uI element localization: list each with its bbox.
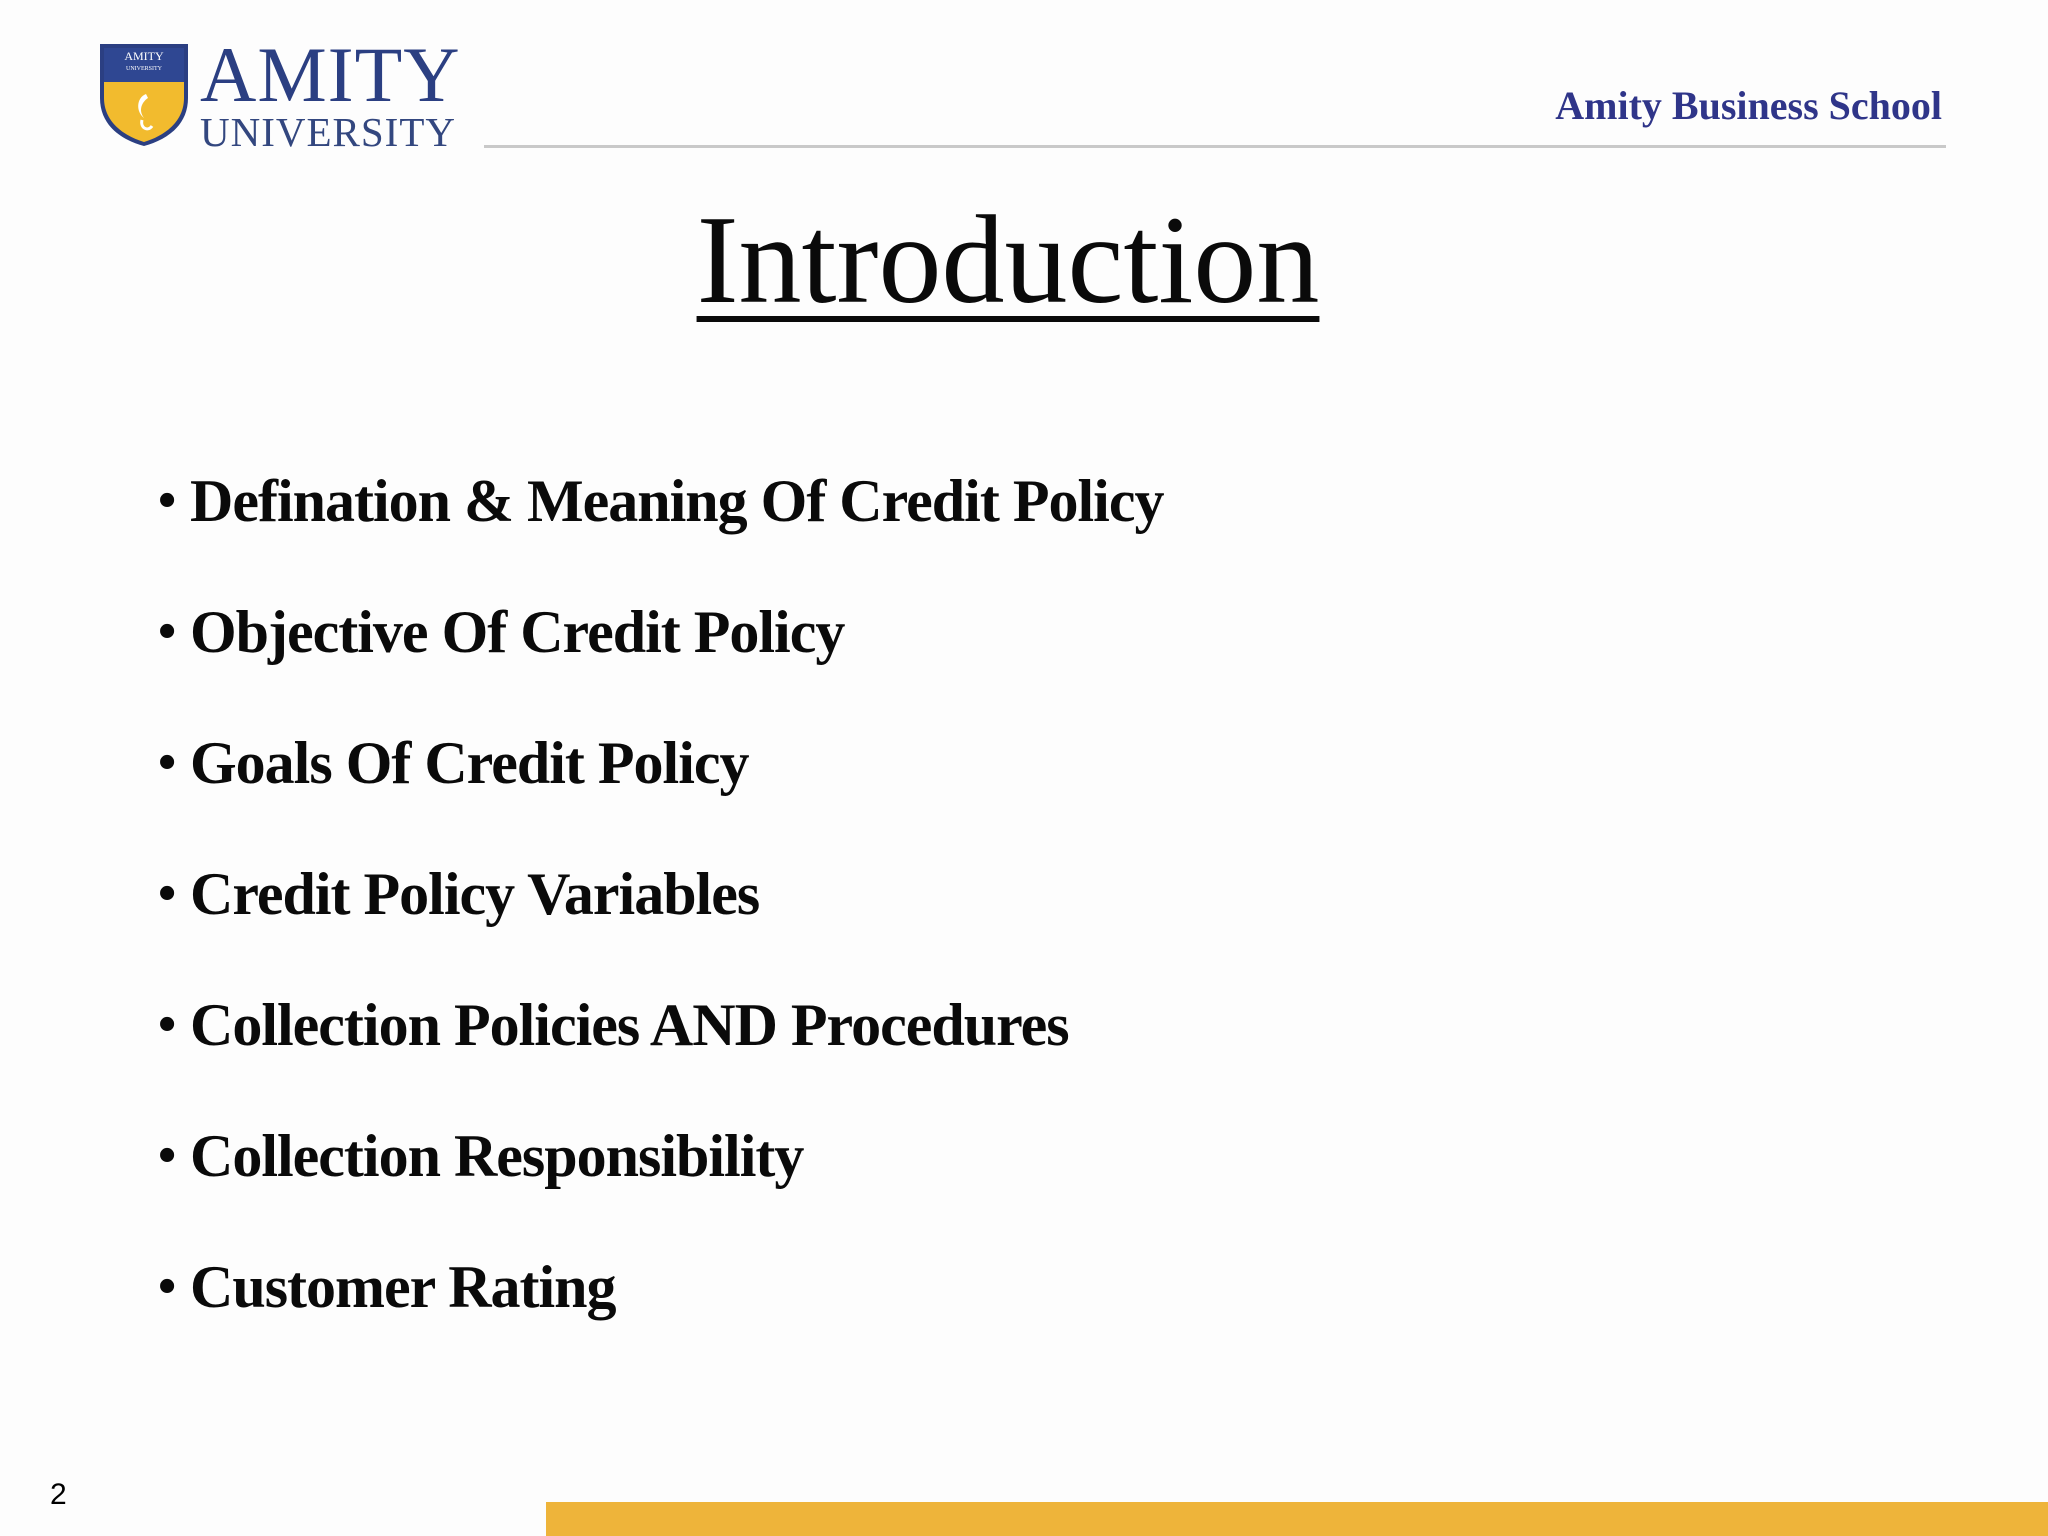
bullet-glyph: • — [158, 472, 176, 529]
logo-university-text: UNIVERSITY — [200, 109, 456, 155]
bullet-glyph: • — [158, 734, 176, 791]
bullet-item — [158, 722, 1163, 853]
bullet-item — [158, 591, 1163, 722]
shield-subtext: UNIVERSITY — [126, 66, 162, 72]
logo-amity-text: AMITY — [200, 31, 461, 118]
bullet-item — [158, 984, 1163, 1115]
header-divider — [484, 145, 1946, 148]
page-number: 2 — [50, 1478, 67, 1511]
bullet-glyph: • — [158, 1127, 176, 1184]
footer-accent-bar — [546, 1502, 2048, 1536]
shield-text: AMITY — [124, 49, 164, 63]
logo-wordmark — [200, 31, 461, 155]
bullet-text: Customer Rating — [190, 1254, 616, 1320]
bullet-item — [158, 1246, 1163, 1377]
bullet-text: Collection Responsibility — [190, 1123, 804, 1189]
bullet-item — [158, 460, 1163, 591]
bullet-text: Collection Policies AND Procedures — [190, 992, 1069, 1058]
bullet-glyph: • — [158, 865, 176, 922]
bullet-glyph: • — [158, 996, 176, 1053]
bullet-glyph: • — [158, 603, 176, 660]
bullet-text: Defination & Meaning Of Credit Policy — [190, 468, 1164, 534]
slide-title: Introduction — [696, 191, 1320, 330]
bullet-text: Goals Of Credit Policy — [190, 730, 749, 796]
bullet-glyph: • — [158, 1258, 176, 1315]
school-name: Amity Business School — [1555, 83, 1942, 128]
bullet-text: Credit Policy Variables — [190, 861, 760, 927]
bullet-text: Objective Of Credit Policy — [190, 599, 845, 665]
bullet-list — [158, 460, 1163, 1377]
shield-logo-icon — [96, 38, 192, 148]
bullet-item — [158, 853, 1163, 984]
amity-university-logo — [96, 31, 461, 155]
bullet-item — [158, 1115, 1163, 1246]
